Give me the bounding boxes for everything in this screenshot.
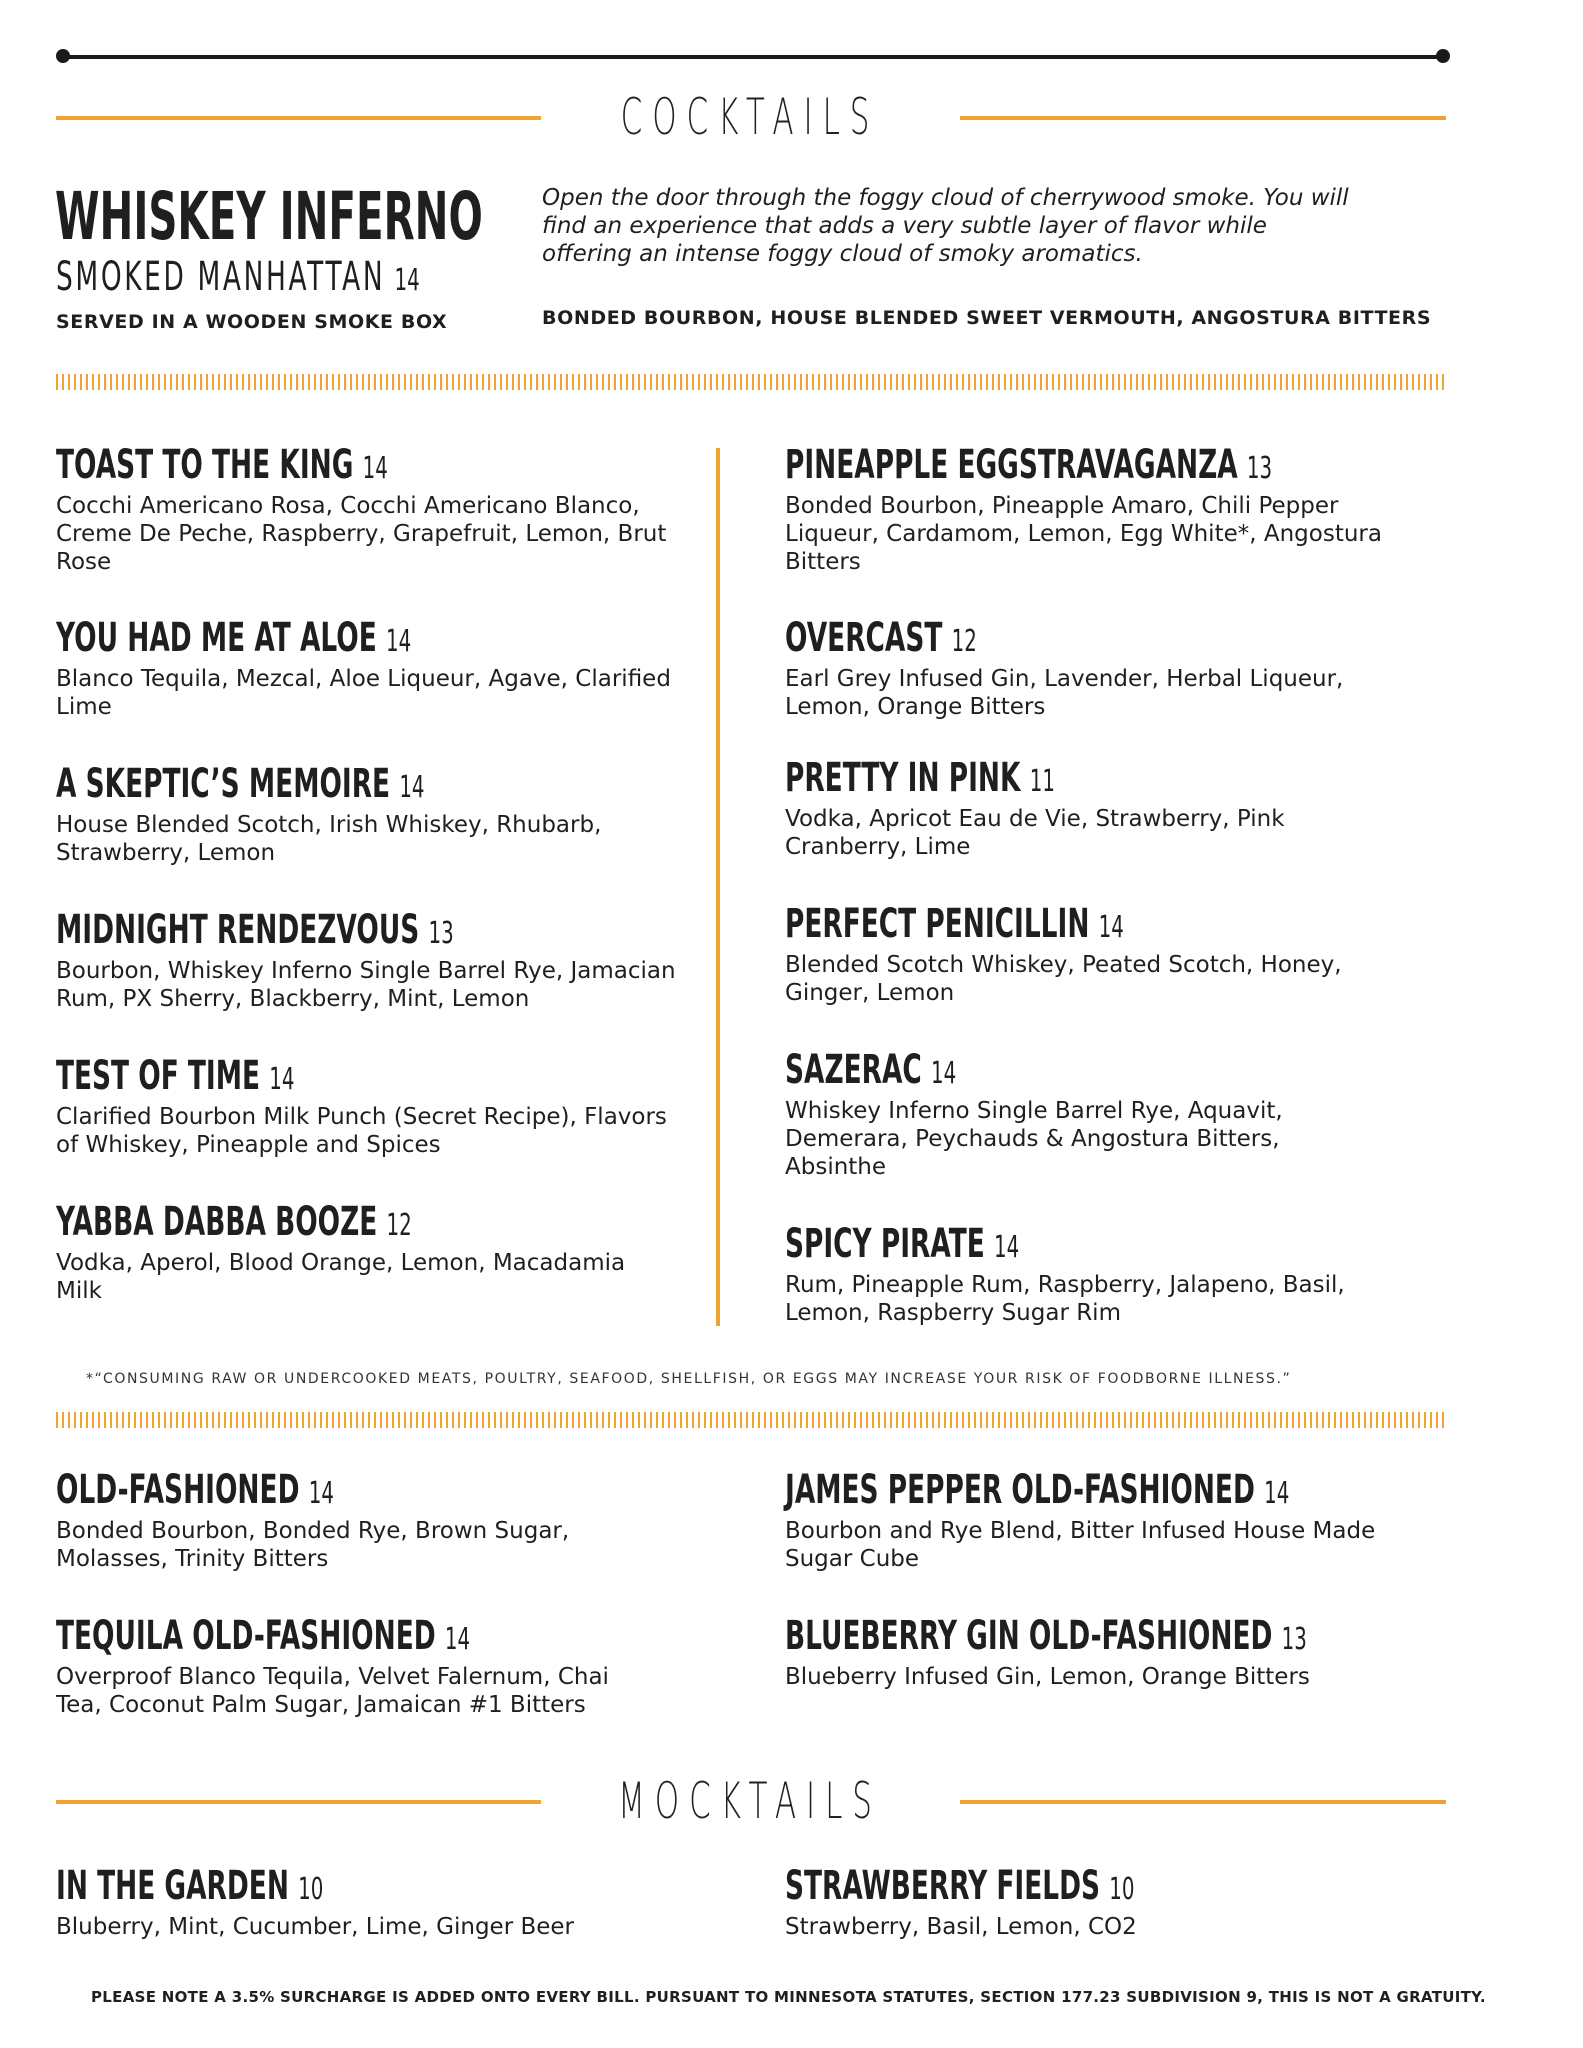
menu-item-description: Cocchi Americano Rosa, Cocchi Americano Blanco, Creme De Peche, Raspberry, Grapefruit, Lemon, Brut Rose [56, 493, 667, 575]
menu-item [785, 756, 1385, 861]
menu-item-price: 14 [1264, 1476, 1290, 1511]
feature-subtitle [56, 254, 420, 300]
menu-item-price: 11 [1029, 764, 1055, 799]
menu-item-title [785, 1864, 1181, 1912]
mocktails-rule-right [960, 1800, 1446, 1804]
menu-item-name: YOU HAD ME AT ALOE [56, 615, 377, 661]
mocktails-rule-left [56, 1800, 541, 1804]
menu-item-title [56, 616, 465, 664]
menu-item-price: 13 [1246, 451, 1273, 486]
menu-item-name: PERFECT PENICILLIN [785, 901, 1090, 947]
menu-item-price: 14 [385, 624, 412, 659]
menu-item-name: TEQUILA OLD-FASHIONED [56, 1613, 436, 1659]
feature-price: 14 [394, 263, 420, 298]
menu-item-price: 12 [951, 624, 977, 659]
menu-item-title [785, 902, 1181, 950]
menu-item-title [56, 1200, 465, 1248]
mocktails-heading: MOCKTAILS [618, 1772, 882, 1830]
menu-item-price: 14 [399, 770, 425, 805]
menu-item-description: Whiskey Inferno Single Barrel Rye, Aquavit, Demerara, Peychauds & Angostura Bitters, Absinthe [785, 1098, 1283, 1180]
menu-item [56, 1864, 676, 1941]
menu-item-price: 14 [308, 1476, 334, 1511]
menu-item [785, 443, 1385, 576]
menu-item-price: 14 [931, 1056, 957, 1091]
menu-item-description: Vodka, Apricot Eau de Vie, Strawberry, Pink Cranberry, Lime [785, 806, 1285, 860]
menu-item [56, 1468, 656, 1573]
menu-item-description: Clarified Bourbon Milk Punch (Secret Recipe), Flavors of Whiskey, Pineapple and Spices [56, 1104, 667, 1158]
menu-item-description: Bourbon, Whiskey Inferno Single Barrel Rye, Jamacian Rum, PX Sherry, Blackberry, Mint, Lemon [56, 958, 676, 1012]
menu-item-description: Blueberry Infused Gin, Lemon, Orange Bitters [785, 1664, 1310, 1690]
menu-item [56, 908, 676, 1013]
feature-description: Open the door through the foggy cloud of cherrywood smoke. You will find an experience that adds a very subtle layer of flavor while offering an intense foggy cloud of smoky aromatics. [542, 185, 1349, 267]
menu-item-title [785, 1048, 1181, 1096]
menu-item-title [785, 1222, 1181, 1270]
menu-item [56, 616, 676, 721]
menu-item-price: 10 [298, 1872, 324, 1907]
menu-item-title [785, 442, 1273, 491]
menu-item-title [56, 762, 465, 810]
menu-item-title [56, 1613, 471, 1662]
feature-subtitle-text: SMOKED MANHATTAN [56, 254, 386, 300]
feature-ingredients: BONDED BOURBON, HOUSE BLENDED SWEET VERMOUTH, ANGOSTURA BITTERS [542, 307, 1432, 329]
menu-item [56, 762, 676, 867]
menu-item-name: OVERCAST [785, 615, 943, 661]
menu-item-name: MIDNIGHT RENDEZVOUS [56, 907, 420, 953]
menu-item-description: House Blended Scotch, Irish Whiskey, Rhubarb, Strawberry, Lemon [56, 812, 602, 866]
menu-item-name: PRETTY IN PINK [785, 755, 1021, 801]
menu-item-title [56, 1864, 465, 1912]
menu-item-title [785, 756, 1181, 804]
menu-item [785, 616, 1385, 721]
menu-item [785, 1468, 1385, 1573]
column-divider [716, 448, 720, 1326]
menu-item-name: TEST OF TIME [56, 1053, 261, 1099]
menu-item-description: Bluberry, Mint, Cucumber, Lime, Ginger Beer [56, 1914, 575, 1940]
menu-item-title [56, 443, 465, 491]
menu-item-price: 13 [1281, 1622, 1307, 1657]
menu-item [785, 1048, 1385, 1181]
menu-item-name: IN THE GARDEN [56, 1863, 289, 1909]
menu-item-price: 14 [362, 451, 388, 486]
menu-item-name: SPICY PIRATE [785, 1221, 985, 1267]
menu-item [56, 1200, 676, 1305]
menu-item-title [56, 1468, 452, 1516]
menu-item-description: Earl Grey Infused Gin, Lavender, Herbal Liqueur, Lemon, Orange Bitters [785, 666, 1344, 720]
menu-item-name: PINEAPPLE EGGSTRAVAGANZA [785, 442, 1238, 488]
cocktails-rule-right [960, 116, 1446, 120]
menu-item-title [56, 1054, 465, 1102]
menu-item-name: A SKEPTIC’S MEMOIRE [56, 761, 391, 807]
menu-item-price: 14 [269, 1062, 295, 1097]
menu-item-title [785, 616, 1181, 664]
menu-item-description: Rum, Pineapple Rum, Raspberry, Jalapeno, Basil, Lemon, Raspberry Sugar Rim [785, 1272, 1345, 1326]
menu-item-price: 13 [428, 916, 454, 951]
menu-item-title [785, 1467, 1290, 1516]
menu-item [785, 1614, 1385, 1691]
menu-item-price: 12 [386, 1208, 412, 1243]
menu-item-description: Overproof Blanco Tequila, Velvet Falernum, Chai Tea, Coconut Palm Sugar, Jamaican #1 Bitters [56, 1664, 609, 1718]
cocktails-heading: COCKTAILS [620, 88, 880, 146]
menu-item-title [785, 1613, 1307, 1662]
top-divider [62, 55, 1442, 59]
divider-left-dot [56, 49, 70, 63]
menu-item-description: Bonded Bourbon, Bonded Rye, Brown Sugar, Molasses, Trinity Bitters [56, 1518, 570, 1572]
menu-item-title [56, 908, 465, 956]
menu-item-description: Vodka, Aperol, Blood Orange, Lemon, Macadamia Milk [56, 1250, 626, 1304]
menu-item [785, 1222, 1385, 1327]
menu-item-name: YABBA DABBA BOOZE [56, 1199, 378, 1245]
menu-item-name: TOAST TO THE KING [56, 442, 354, 488]
menu-item-price: 14 [994, 1230, 1020, 1265]
menu-item-price: 10 [1109, 1872, 1135, 1907]
menu-item-name: OLD-FASHIONED [56, 1467, 300, 1513]
menu-item-name: BLUEBERRY GIN OLD-FASHIONED [785, 1613, 1273, 1659]
menu-item-description: Bourbon and Rye Blend, Bitter Infused House Made Sugar Cube [785, 1518, 1376, 1572]
menu-item [56, 443, 676, 576]
menu-item [56, 1614, 656, 1719]
raw-food-footnote: *“CONSUMING RAW OR UNDERCOOKED MEATS, POULTRY, SEAFOOD, SHELLFISH, OR EGGS MAY INCREASE YOUR RISK OF FOODBORNE ILLNESS.” [86, 1371, 1292, 1387]
menu-item-name: JAMES PEPPER OLD-FASHIONED [785, 1467, 1255, 1513]
menu-item-name: STRAWBERRY FIELDS [785, 1863, 1101, 1909]
cocktails-rule-left [56, 116, 541, 120]
menu-item [56, 1054, 676, 1159]
tick-divider-2 [56, 1412, 1446, 1428]
menu-item-description: Strawberry, Basil, Lemon, CO2 [785, 1914, 1137, 1940]
divider-right-dot [1436, 49, 1450, 63]
menu-item-description: Bonded Bourbon, Pineapple Amaro, Chili Pepper Liqueur, Cardamom, Lemon, Egg White*, Angostura Bitters [785, 493, 1382, 575]
menu-item-name: SAZERAC [785, 1047, 922, 1093]
menu-item-price: 14 [444, 1622, 471, 1657]
menu-item-price: 14 [1098, 910, 1124, 945]
menu-item [785, 902, 1385, 1007]
menu-item-description: Blanco Tequila, Mezcal, Aloe Liqueur, Agave, Clarified Lime [56, 666, 671, 720]
tick-divider-1 [56, 374, 1446, 390]
menu-item-description: Blended Scotch Whiskey, Peated Scotch, Honey, Ginger, Lemon [785, 952, 1342, 1006]
feature-name: WHISKEY INFERNO [55, 178, 483, 255]
surcharge-note: PLEASE NOTE A 3.5% SURCHARGE IS ADDED ONTO EVERY BILL. PURSUANT TO MINNESOTA STATUTES, SECTION 177.23 SUBDIVISION 9, THIS IS NOT A GRATUITY. [91, 1988, 1486, 2006]
menu-item [785, 1864, 1385, 1941]
feature-serving: SERVED IN A WOODEN SMOKE BOX [56, 311, 448, 333]
